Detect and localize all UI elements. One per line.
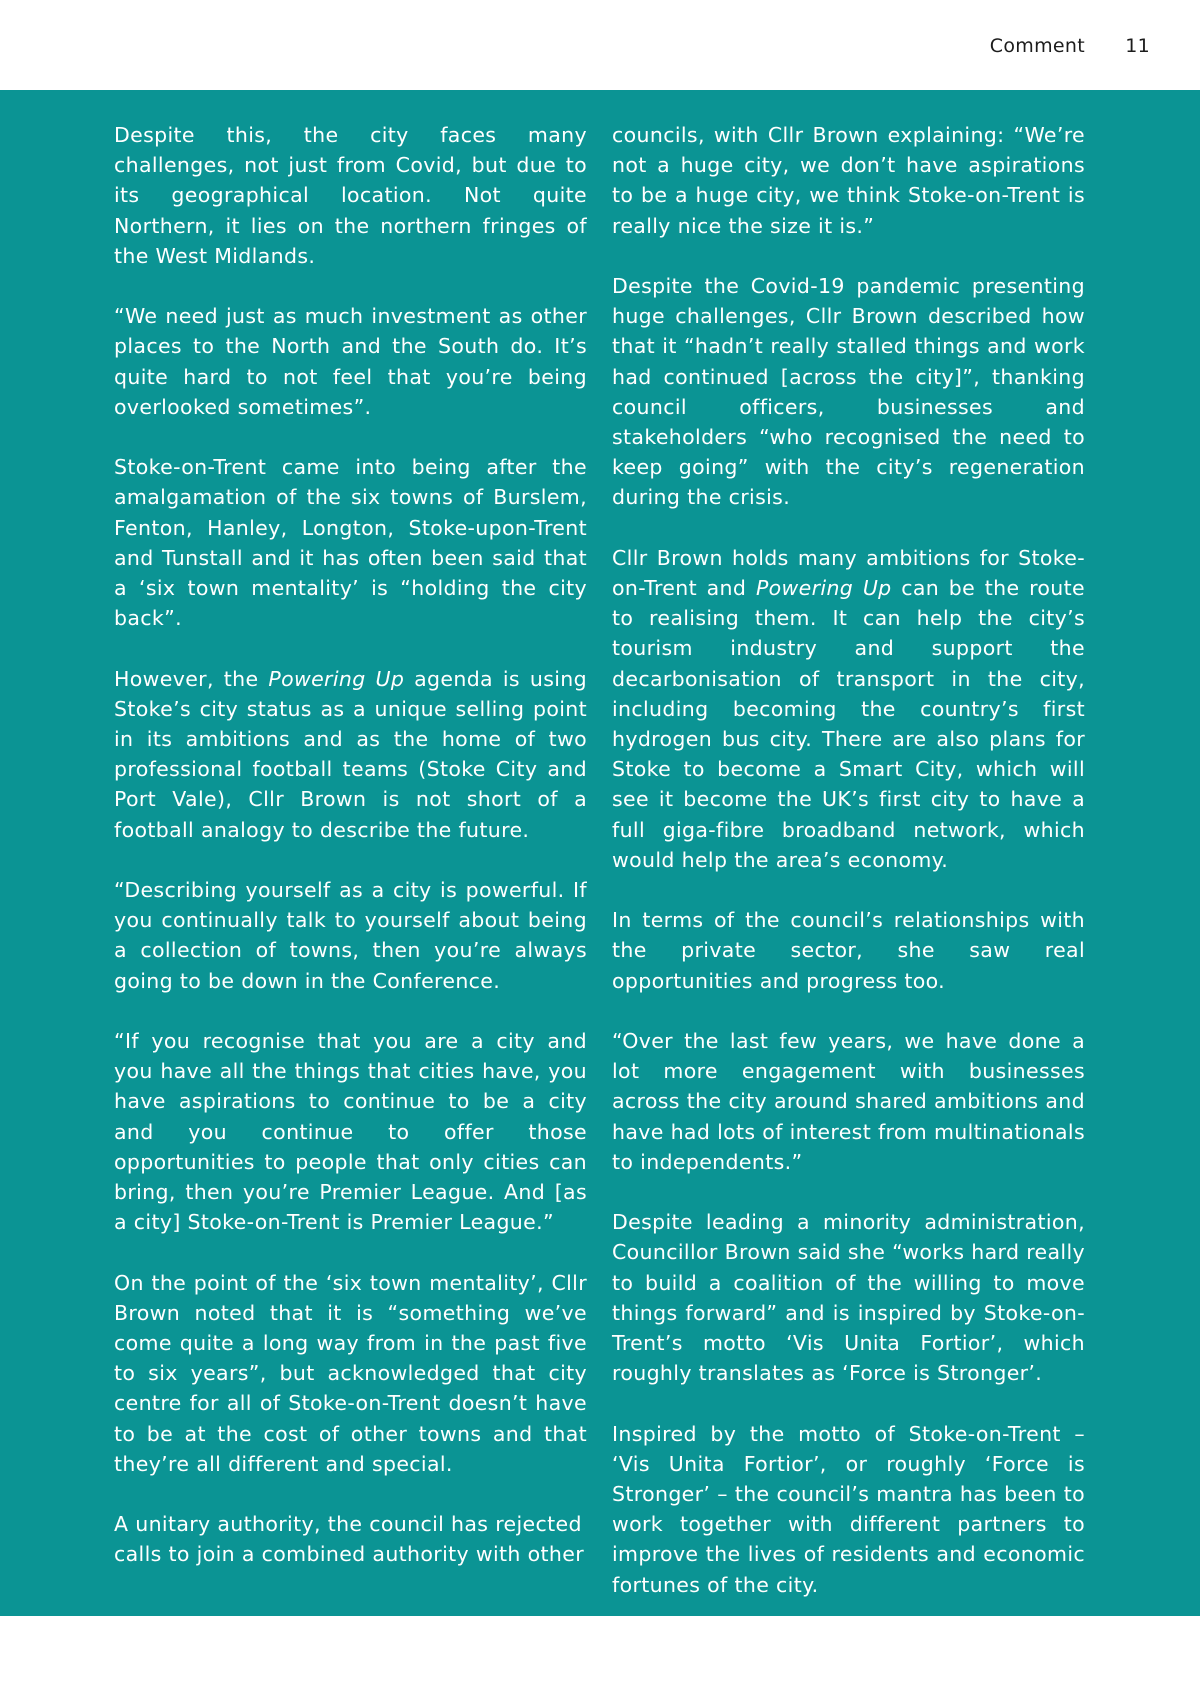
right-column (612, 120, 1085, 1600)
left-column (114, 120, 587, 1570)
paragraph: On the point of the ‘six town mentality’, Cllr Brown noted that it is “something we’ve come quite a long way from in the past five to six years”, but acknowledged that city centre for all of Stoke-on-Trent doesn’t have to be at the cost of other towns and that they’re all different and special. (114, 1270, 587, 1476)
paragraph: “We need just as much investment as other places to the North and the South do. It’s quite hard to not feel that you’re being overlooked sometimes”. (114, 304, 587, 419)
emphasis-powering-up: Powering Up (755, 576, 892, 601)
page-number: 11 (1125, 35, 1150, 57)
paragraph: Despite leading a minority administration, Councillor Brown said she “works hard really to build a coalition of the willing to move things forward” and is inspired by Stoke-on-Trent’s motto ‘Vis Unita Fortior’, which roughly translates as ‘Force is Stronger’. (612, 1210, 1085, 1386)
text-run: However, the (114, 666, 269, 691)
paragraph (114, 664, 587, 845)
paragraph: In terms of the council’s relationships with the private sector, she saw real opportunities and progress too. (612, 908, 1085, 993)
paragraph: Despite the Covid-19 pandemic presenting huge challenges, Cllr Brown described how that it “hadn’t really stalled things and work had continued [across the city]”, thanking council officers, businesses and stakeholders “who recognised the need to keep going” with the city’s regeneration during the crisis. (612, 274, 1085, 510)
text-run: Cllr Brown holds many ambitions for Stoke-on-Trent and (612, 545, 1085, 601)
text-run: can be the route to realising them. It can help the city’s tourism industry and support the decarbonisation of transport in the city, including becoming the country’s first hydrogen bus city. There are also plans for Stoke to become a Smart City, which will see it become the UK’s first city to have a full giga-fibre broadband network, which would help the area’s economy. (612, 576, 1085, 872)
article-panel (0, 90, 1200, 1616)
section-label: Comment (989, 35, 1085, 57)
paragraph: Stoke-on-Trent came into being after the amalgamation of the six towns of Burslem, Fenton, Hanley, Longton, Stoke-upon-Trent and Tunstall and it has often been said that a ‘six town mentality’ is “holding the city back”. (114, 455, 587, 631)
paragraph: councils, with Cllr Brown explaining: “We’re not a huge city, we don’t have aspirations to be a huge city, we think Stoke-on-Trent is really nice the size it is.” (612, 123, 1085, 238)
emphasis-powering-up: Powering Up (268, 666, 405, 691)
paragraph: Despite this, the city faces many challenges, not just from Covid, but due to its geographical location. Not quite Northern, it lies on the northern fringes of the West Midlands. (114, 123, 587, 268)
paragraph (612, 543, 1085, 875)
text-run: agenda is using Stoke’s city status as a unique selling point in its ambitions and as the home of two professional football teams (Stoke City and Port Vale), Cllr Brown is not short of a football analogy to describe the future. (114, 666, 587, 842)
page-header (0, 0, 1200, 90)
paragraph: Inspired by the motto of Stoke-on-Trent – ‘Vis Unita Fortior’, or roughly ‘Force is Stronger’ – the council’s mantra has been to work together with different partners to improve the lives of residents and economic fortunes of the city. (612, 1421, 1085, 1597)
paragraph: “Over the last few years, we have done a lot more engagement with businesses across the city around shared ambitions and have had lots of interest from multinationals to independents.” (612, 1029, 1085, 1174)
paragraph: A unitary authority, the council has rejected calls to join a combined authority with other (114, 1512, 584, 1567)
paragraph: “If you recognise that you are a city and you have all the things that cities have, you have aspirations to continue to be a city and you continue to offer those opportunities to people that only cities can bring, then you’re Premier League. And [as a city] Stoke-on-Trent is Premier League.” (114, 1029, 587, 1235)
paragraph: “Describing yourself as a city is powerful. If you continually talk to yourself about being a collection of towns, then you’re always going to be down in the Conference. (114, 878, 587, 993)
